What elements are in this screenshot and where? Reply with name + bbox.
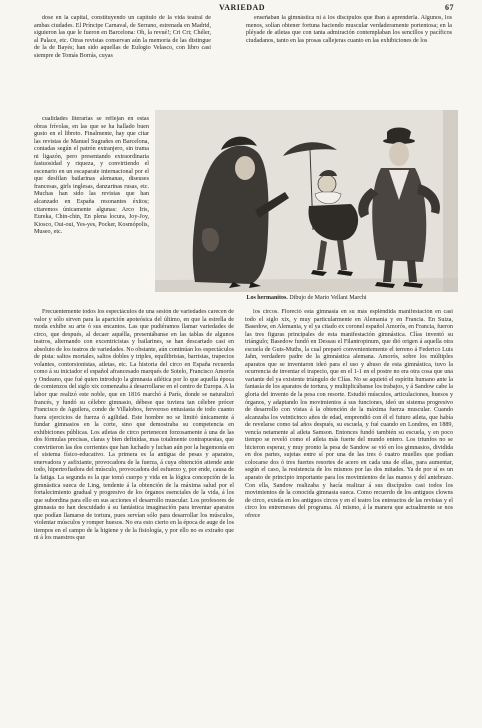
paragraph: enseñaban la gimnástica ni á los discípulos que iban á aprenderla. Algunos, los menos, solían obtener fortuna haciendo muscular verdaderamente portentosa; en la pléyade de atletas que con tanta admiración contemplaban los sencillos y pacíficos ciudadanos, tanto en las prosas callejeras cuanto en las exhibiciones de los	[246, 15, 452, 44]
text-column-right-top	[246, 15, 452, 95]
paragraph: dose en la capital, constituyendo un capítulo de la vida teatral de ambas ciudades. El Príncipe Carnaval, de Serrano, estrenada en Madrid, siguieron las que le fueron en Barcelona: Oh, la revué!; Cri Cri; Chéler, al Palace, etc. Otras revistas conservan aún la memoria de las distingue de la de Bayés; han sido aquellas de Eulogio Velasco, con libro casi siempre de Tomás Borrás, cuyas	[34, 15, 211, 59]
illustration-los-hermanitos	[155, 110, 458, 292]
caption-credit: Dibujo de Mario Vellani Marchi	[289, 295, 367, 301]
text-column-right-bottom	[245, 309, 453, 719]
page-number: 67	[445, 3, 454, 12]
section-title: VARIEDAD	[218, 3, 266, 12]
paragraph: los circos. Floreció esta gimnasia en su más espléndida manifestación en casi todo el siglo xix, y muy particularmente en Alemania y en Francia. En Suiza, Basedow, en Alemania, y el ya citado ex coronel español Amorós, en Francia, fueron las tres figuras principales de esta manifestación gimnástica. Clías inventó su triángulo; Basedow fundó en Dessau el Filantropinum, que dió origen á aquella otra escuela de Guts-Muths, la cual preparó convenientemente el terreno á Federico Luis Jahn, verdadero padre de la gimnástica alemana. Amorós, sobre los múltiples aparatos que se inventaron ideó para el uso y abuso de esta gimnástica, tuvo la ocurrencia de inventar el trapecio, que en el 1-1 en el postre no era otra cosa que una variante del ya existente triángulo de Clías. No se aquietó el espíritu humano ante la fantasía de los aparatos de tortura, y multiplicábanse los trabajos, y á Sandow cabe la gloria del invento de la pesa con resorte. Estudió músculos, articulaciones, huesos y órganos, y adaptando los movimientos á sus funciones, ideó un sistema progresivo de desarrollo con vistas á la obtención de la máxima fuerza muscular. Cuando alcanzaba los veinticinco años de edad, emprendió con él el futuro atleta, que había de revelarse como tal años después, su escuela, y fué cuando en Londres, en 1889, vencía netamente al atleta Samson. Entonces fundó también su escuela, y en poco tiempo se reveló como el atleta más fuerte del mundo entero. Los triunfos no se hicieron esperar, y muy pronto la pesa de Sandow se vió en los gimnasios, dividida en dos partes, sujetas entre sí por una de las tres ó cuatro muelles que podían colocarse dos ó tres fuertes resortes de acero en cada una de ellas, para aumentar, según el caso, la resistencia de los mismos por las dos mitades. Ya de por sí es un aparato de principio importante para los movimientos de las manos y del antebrazo. Con ella, Sandow realizaba y hacía realizar á sus discípulos casi todos los movimientos de la conocida gimnasia sueca. Como recuerdo de los antiguos clowns de circo, existía en los antiguos circos y en el teatro los entreactos de las revistas y el circo los entremeses del programa. Al mismo, á la manera que actualmente se nos ofrece	[245, 309, 453, 519]
text-column-left-narrow	[34, 116, 149, 309]
paragraph: cualidades literarias se reflejan en estas obras frívolas, en las que se ha hallado buen gusto en el libreto. Finalmente, hay que citar las revistas de Manuel Sugrañes en Barcelona, contadas según el patrón extranjero, sin trama ni ligazón, pero presentando extraordinaria fastuosidad y riqueza, y convirtiendo el escenario en un escaparate internacional por el que desfilan bailarinas alemanas, diseuses francesas, girls inglesas, danzarinas rusas, etc. Muchas han sido las revistas que han alcanzado en España resonantes éxitos; citaremos únicamente algunas: Arco Iris, Eureka, Chin-chin, En plena locura, Joy-Joy, Kiosco, Oui-oui, Yes-yes, Pocker, Kosmópolis, Museo, etc.	[34, 116, 149, 236]
text-column-left-top	[34, 15, 211, 116]
paragraph: Frecuentemente todos los espectáculos de una sesión de variedades carecen de valor y sólo sirven para la aparición apoteósica del último, en que la estrella de moda exhibe su arte ó sus encantos. Las que pudiéramos llamar variedades de circo, que después, al decaer aquélla, presentábanse en las tablas de algunos teatros, alternando con excentricistas y bailarines, se han descartado casi en absoluto de los teatros de variedades. No obstante, aún continúan los espectáculos de pista: saltos mortales, saltos dobles y triples, equilibristas, barristas, trapecios volantes, contorsionistas, atletas, etc. La historia del circo en España recuerda como á su iniciador el español afrancesado marqués de Sotelo, Francisco Amorós y Ondeano, que fué quien introdujo la gimnasia atlética por lo que aquella época de comienzos del siglo xix comenzaba á desarrollarse en el centro de Europa. A la labor que realizó este noble, que en 1816 marchó á París, donde se naturalizó francés, y fundó su célebre gimnasio, débese que tuviera tan célebre prócer Francisco de Aguilera, conde de Villalobos, fervoroso entusiasta de todo cuanto fuera ejercicios de fuerza ó agilidad. Este hombre no se limitó únicamente á fundar gimnasios en la corte, sino que demostraba su competencia en exhibiciones públicas. Los atletas de circo pertenecen forzosamente á una de las dos fórmulas precisas, claras y bien definidas, mas totalmente contrapuestas, que convirtieron las dos corrientes que han luchado y luchan aún por la hegemonía en el sistema físico-educativo. La primera es la antigua de pesas y aparatos, enervadora y asfixiante, provocadora de la fuerza, á cuya obtención atiende ante todo, hipertrofiadora del músculo, provocadora del esfuerzo y, por ende, causa de la fatiga. La segunda es la que tomó cuerpo y vida en la lógica concepción de la gimnástica sueca de Ling, tendente á la obtención de la máxima salud por el fortalecimiento gradual y progresivo de los órganos esenciales de la vida, á los que subordina para ello en sus acciones el desarrollo muscular. Los profesores de gimnasia no han descuidado á su fantástica imaginación para inventar aparatos que podían llamarse de tortura, pues servían sólo para desarrollar los músculos, violentar músculos y romper huesos. No era esto cierto en la época de auge de los tiempos en el campo de la higiene y de la fisiología, y por ello no es extraño que ni á los maestros que	[34, 309, 234, 542]
caricature-drawing	[155, 110, 458, 292]
caption-label: Los hermanitos.	[246, 295, 288, 301]
running-head	[30, 3, 454, 15]
illustration-caption	[155, 294, 458, 302]
text-column-left-bottom	[34, 309, 234, 719]
